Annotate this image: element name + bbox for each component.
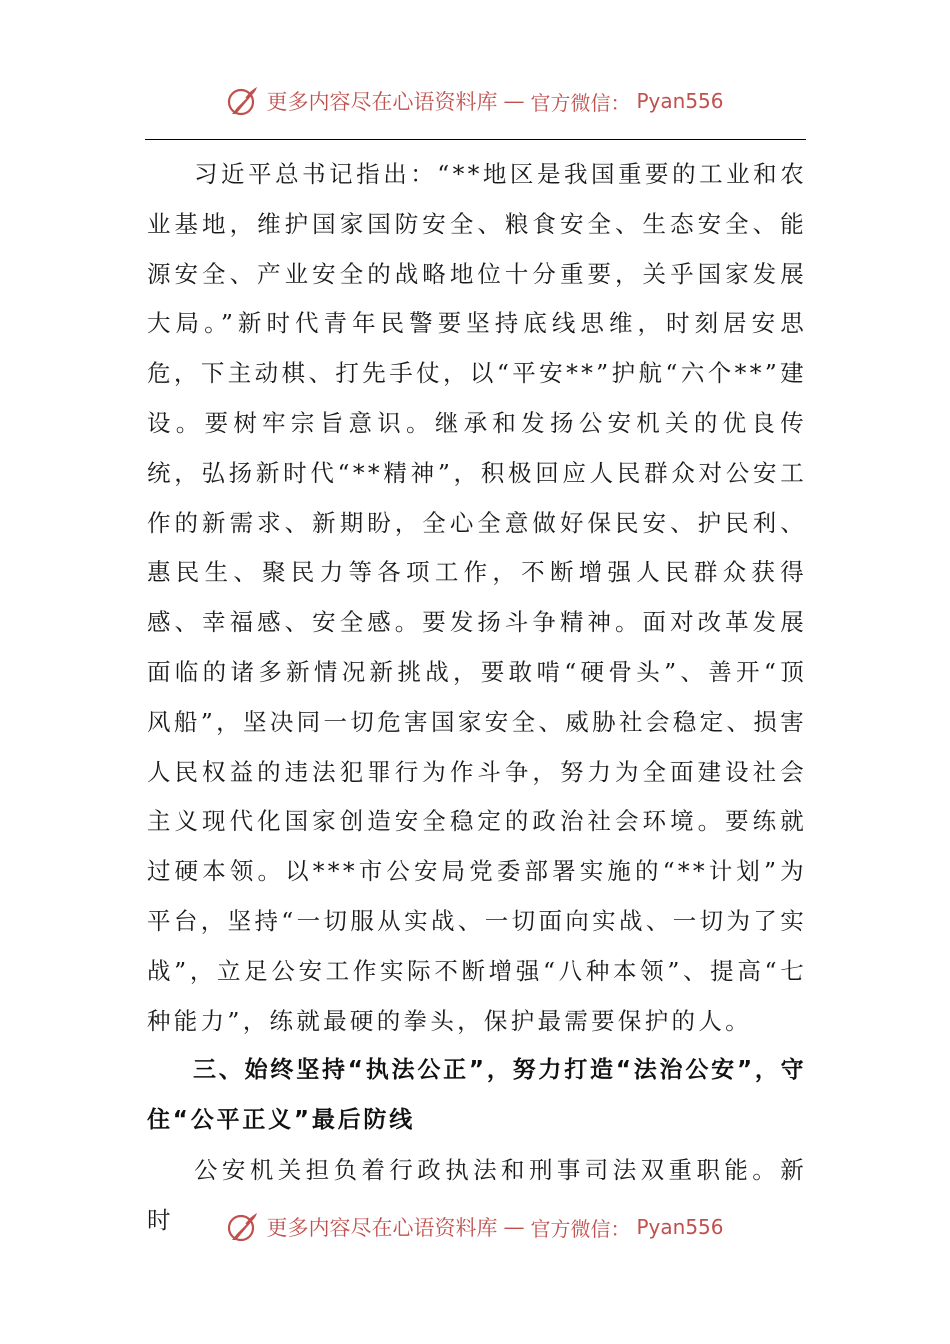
quill-circle-logo-icon (226, 84, 260, 118)
site-name: 更多内容尽在心语资料库 (266, 1216, 498, 1240)
document-body (147, 150, 807, 1246)
footer-separator: — (503, 1215, 525, 1239)
wechat-id: Pyan556 (636, 1215, 724, 1239)
wechat-label: 官方微信： (530, 90, 631, 115)
body-paragraph: 公安机关担负着行政执法和刑事司法双重职能。新时 (147, 1155, 807, 1234)
site-name: 更多内容尽在心语资料库 (266, 90, 498, 114)
wechat-label: 官方微信： (530, 1216, 631, 1241)
header-rule (145, 139, 806, 140)
quill-circle-logo-icon (226, 1210, 260, 1244)
header-separator: — (503, 89, 525, 113)
section-heading: 三、始终坚持“执法公正”，努力打造“法治公安”，守住“公平正义”最后防线 (147, 1057, 807, 1134)
footer-banner (0, 1210, 950, 1244)
header-banner (0, 84, 950, 118)
body-paragraph: 习近平总书记指出：“**地区是我国重要的工业和农业基地，维护国家国防安全、粮食安全、生态安全、能源安全、产业安全的战略地位十分重要，关乎国家发展大局。”新时代青年民警要坚持底线思维，时刻居安思危，下主动棋、打先手仗，以“平安**”护航“六个**”建设。要树牢宗旨意识。继承和发扬公安机关的优良传统，弘扬新时代“**精神”，积极回应人民群众对公安工作的新需求、新期盼，全心全意做好保民安、护民利、惠民生、聚民力等各项工作，不断增强人民群众获得感、幸福感、安全感。要发扬斗争精神。面对改革发展面临的诸多新情况新挑战，要敢啃“硬骨头”、善开“顶风船”，坚决同一切危害国家安全、威胁社会稳定、损害人民权益的违法犯罪行为作斗争，努力为全面建设社会主义现代化国家创造安全稳定的政治社会环境。要练就过硬本领。以***市公安局党委部署实施的“**计划”为平台，坚持“一切服从实战、一切面向实战、一切为了实战”，立足公安工作实际不断增强“八种本领”、提高“七种能力”，练就最硬的拳头，保护最需要保护的人。 (147, 160, 807, 1035)
wechat-id: Pyan556 (636, 89, 724, 113)
